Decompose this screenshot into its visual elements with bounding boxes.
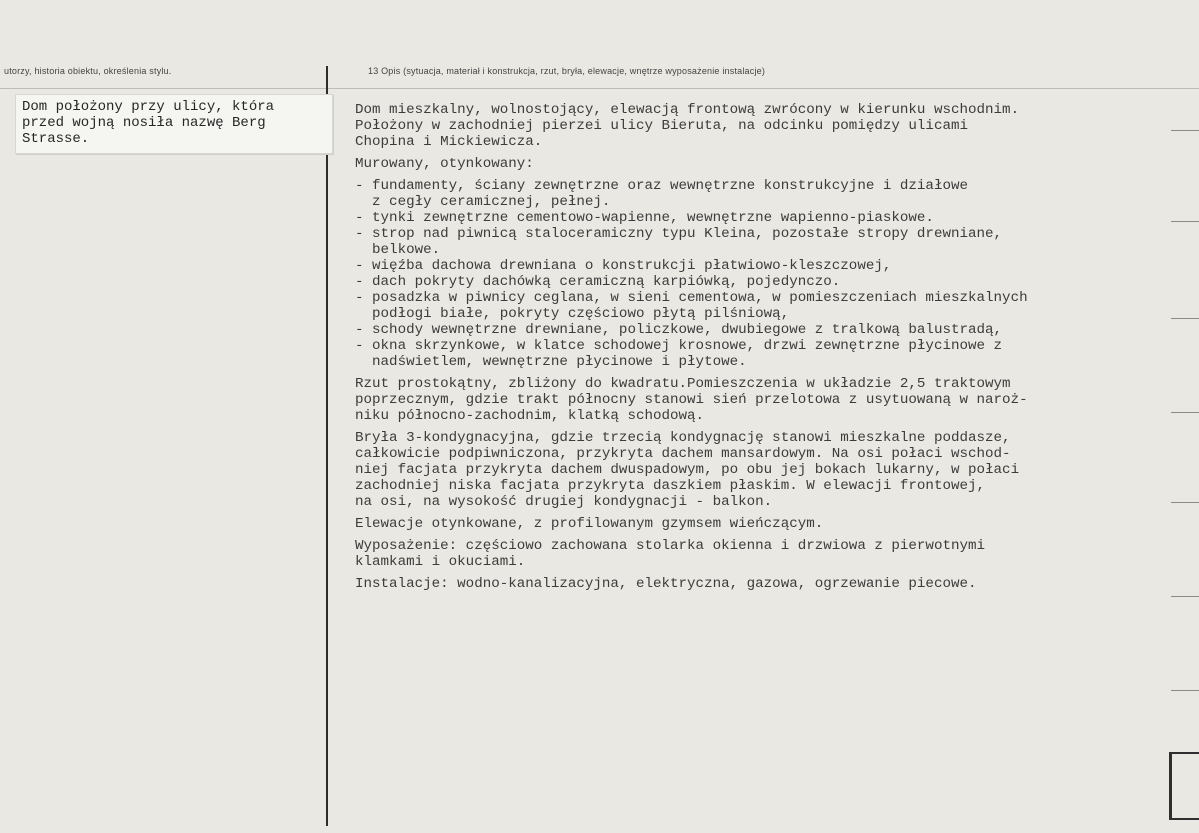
text-line: - dach pokryty dachówką ceramiczną karpiówką, pojedynczo. xyxy=(355,274,841,290)
text-line: - fundamenty, ściany zewnętrzne oraz wewnętrzne konstrukcyjne i działowe xyxy=(355,178,968,194)
text-line: poprzecznym, gdzie trakt północny stanowi sień przelotowa z usytuowaną w naroż- xyxy=(355,392,1028,408)
note-line: Dom położony przy ulicy, która xyxy=(22,99,275,115)
text-line: - strop nad piwnicą staloceramiczny typu Kleina, pozostałe stropy drewniane, xyxy=(355,226,1003,242)
text-line: zachodniej niska facjata przykryta daszkiem płaskim. W elewacji frontowej, xyxy=(355,478,986,494)
left-column-header: utorzy, historia obiektu, określenia stylu. xyxy=(4,66,172,76)
text-line: Wyposażenie: częściowo zachowana stolarka okienna i drzwiowa z pierwotnymi xyxy=(355,538,986,554)
text-line: - więźba dachowa drewniana o konstrukcji płatwiowo-kleszczowej, xyxy=(355,258,892,274)
right-column-header: 13 Opis (sytuacja, materiał i konstrukcja, rzut, bryła, elewacje, wnętrze wyposażenie instalacje) xyxy=(368,66,766,76)
text-line: niku północno-zachodnim, klatką schodową. xyxy=(355,408,705,424)
text-line: klamkami i okuciami. xyxy=(355,554,526,570)
margin-tick xyxy=(1171,596,1199,597)
text-line: na osi, na wysokość drugiej kondygnacji - balkon. xyxy=(355,494,773,510)
text-line: - tynki zewnętrzne cementowo-wapienne, wewnętrzne wapienno-piaskowe. xyxy=(355,210,934,226)
text-line: z cegły ceramicznej, pełnej. xyxy=(355,194,611,210)
text-line: niej facjata przykryta dachem dwuspadowym, po obu jej bokach lukarny, w połaci xyxy=(355,462,1020,478)
margin-tick xyxy=(1171,502,1199,503)
text-line: całkowicie podpiwniczona, przykryta dachem mansardowym. Na osi połaci wschod- xyxy=(355,446,1011,462)
edge-bracket xyxy=(1169,752,1199,820)
description-text xyxy=(355,102,1175,592)
margin-tick xyxy=(1171,412,1199,413)
text-line: - schody wewnętrzne drewniane, policzkowe, dwubiegowe z tralkową balustradą, xyxy=(355,322,1003,338)
text-line: Instalacje: wodno-kanalizacyjna, elektryczna, gazowa, ogrzewanie piecowe. xyxy=(355,576,977,592)
text-line: Chopina i Mickiewicza. xyxy=(355,134,543,150)
margin-tick xyxy=(1171,318,1199,319)
pasted-note xyxy=(15,94,333,154)
header-rule-left xyxy=(0,88,326,89)
column-divider xyxy=(326,66,328,826)
text-line: Rzut prostokątny, zbliżony do kwadratu.Pomieszczenia w układzie 2,5 traktowym xyxy=(355,376,1011,392)
note-line: Strasse. xyxy=(22,131,90,147)
margin-tick xyxy=(1171,221,1199,222)
text-line: nadświetlem, wewnętrzne płycinowe i płytowe. xyxy=(355,354,747,370)
text-line: - posadzka w piwnicy ceglana, w sieni cementowa, w pomieszczeniach mieszkalnych xyxy=(355,290,1028,306)
text-line: Bryła 3-kondygnacyjna, gdzie trzecią kondygnację stanowi mieszkalne poddasze, xyxy=(355,430,1011,446)
text-line: Położony w zachodniej pierzei ulicy Bieruta, na odcinku pomiędzy ulicami xyxy=(355,118,968,134)
margin-tick xyxy=(1171,690,1199,691)
text-line: belkowe. xyxy=(355,242,441,258)
note-text xyxy=(22,99,328,147)
text-line: podłogi białe, pokryty częściowo płytą pilśniową, xyxy=(355,306,790,322)
margin-tick xyxy=(1171,130,1199,131)
text-line: Murowany, otynkowany: xyxy=(355,156,534,172)
text-line: - okna skrzynkowe, w klatce schodowej krosnowe, drzwi zewnętrzne płycinowe z xyxy=(355,338,1003,354)
note-line: przed wojną nosiła nazwę Berg xyxy=(22,115,266,131)
text-line: Elewacje otynkowane, z profilowanym gzymsem wieńczącym. xyxy=(355,516,824,532)
header-rule-right xyxy=(328,88,1199,89)
text-line: Dom mieszkalny, wolnostojący, elewacją frontową zwrócony w kierunku wschodnim. xyxy=(355,102,1020,118)
